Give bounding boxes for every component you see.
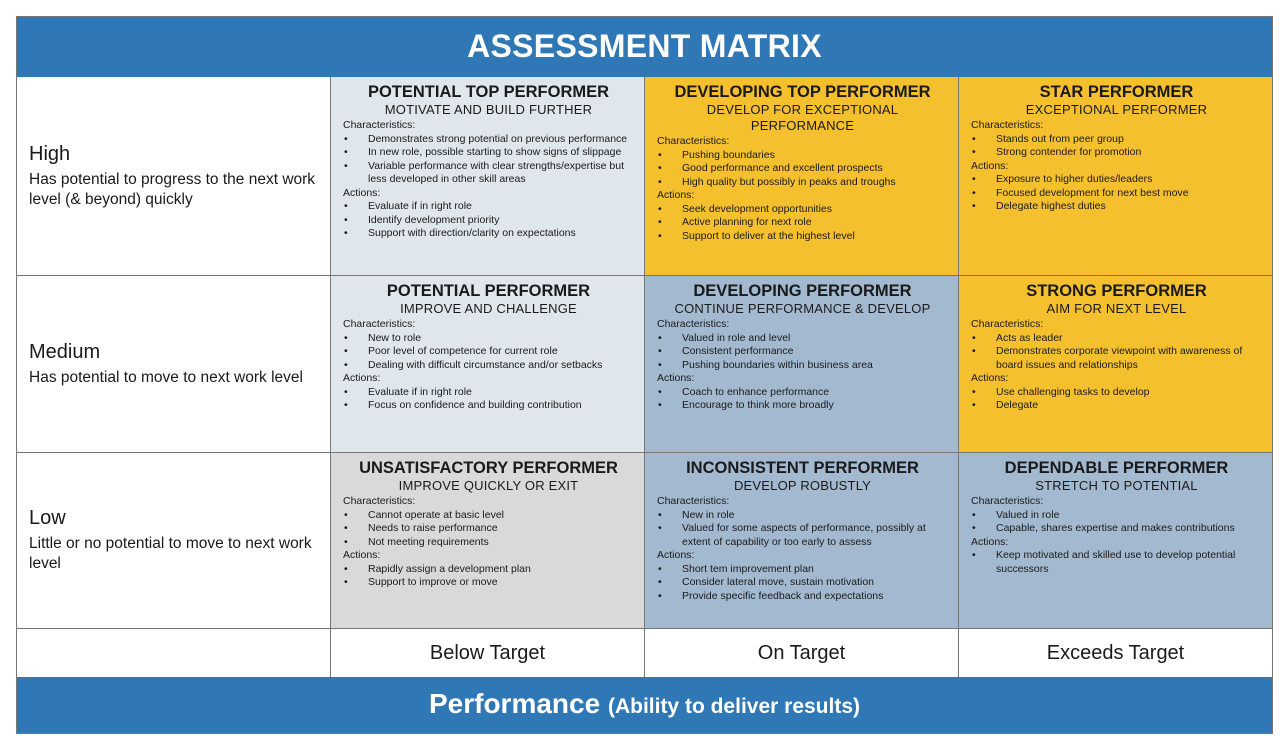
actions-label: Actions: bbox=[971, 159, 1009, 172]
characteristics-label: Characteristics: bbox=[971, 119, 1044, 131]
characteristics-label: Characteristics: bbox=[343, 318, 416, 330]
performance-axis-label bbox=[17, 677, 1272, 733]
action-item: • Evaluate if in right role bbox=[343, 200, 634, 214]
cell-content bbox=[959, 276, 1272, 417]
row-level: High bbox=[29, 142, 71, 165]
action-item: • Evaluate if in right role bbox=[343, 386, 634, 400]
characteristics-label: Characteristics: bbox=[657, 495, 730, 507]
actions-label: Actions: bbox=[343, 372, 381, 384]
row-header-medium bbox=[17, 276, 331, 453]
column-label-exceeds-target: Exceeds Target bbox=[959, 629, 1272, 678]
actions-list bbox=[971, 173, 1262, 214]
cell-subtitle: CONTINUE PERFORMANCE & DEVELOP bbox=[674, 301, 931, 316]
axis-title: Performance bbox=[428, 688, 601, 719]
action-item: • Support to improve or move bbox=[343, 576, 634, 590]
cell-subtitle: MOTIVATE AND BUILD FURTHER bbox=[384, 102, 593, 117]
characteristic-item: • Pushing boundaries bbox=[657, 149, 948, 163]
cell-potential-top-performer bbox=[331, 77, 645, 276]
cell-content bbox=[331, 453, 644, 594]
actions-list bbox=[971, 549, 1262, 576]
characteristics-list bbox=[343, 509, 634, 550]
characteristics-label: Characteristics: bbox=[657, 135, 730, 147]
actions-list bbox=[657, 386, 948, 413]
actions-label: Actions: bbox=[343, 186, 381, 199]
characteristics-list bbox=[657, 149, 948, 190]
actions-list bbox=[343, 563, 634, 590]
cell-content bbox=[959, 77, 1272, 218]
characteristics-list bbox=[971, 332, 1262, 373]
row-level: Medium bbox=[29, 340, 101, 363]
cell-content bbox=[645, 77, 958, 247]
action-item: • Short tem improvement plan bbox=[657, 563, 948, 577]
cell-dependable-performer bbox=[959, 453, 1272, 629]
characteristics-list bbox=[657, 509, 948, 550]
characteristics-list bbox=[343, 332, 634, 373]
cell-content bbox=[645, 453, 958, 607]
action-item: • Provide specific feedback and expectations bbox=[657, 590, 948, 604]
characteristic-item: • Good performance and excellent prospects bbox=[657, 162, 948, 176]
axis-subtitle: (Ability to deliver results) bbox=[607, 695, 861, 718]
characteristic-item: • Cannot operate at basic level bbox=[343, 509, 634, 523]
characteristics-label: Characteristics: bbox=[343, 495, 416, 507]
characteristic-item: • Valued in role and level bbox=[657, 332, 948, 346]
action-item: • Rapidly assign a development plan bbox=[343, 563, 634, 577]
cell-title: POTENTIAL TOP PERFORMER bbox=[367, 83, 610, 101]
cell-title: DEVELOPING TOP PERFORMER bbox=[674, 83, 931, 101]
cell-title: UNSATISFACTORY PERFORMER bbox=[359, 459, 618, 477]
characteristics-label: Characteristics: bbox=[971, 495, 1044, 507]
cell-subtitle: DEVELOP FOR EXCEPTIONAL PERFORMANCE bbox=[706, 102, 899, 133]
characteristics-list bbox=[971, 509, 1262, 536]
actions-list bbox=[657, 203, 948, 244]
actions-list bbox=[657, 563, 948, 604]
action-item: • Consider lateral move, sustain motivation bbox=[657, 576, 948, 590]
characteristics-label: Characteristics: bbox=[343, 119, 416, 131]
action-item: • Identify development priority bbox=[343, 214, 634, 228]
matrix-title: ASSESSMENT MATRIX bbox=[17, 17, 1272, 77]
actions-list bbox=[343, 386, 634, 413]
action-item: • Support with direction/clarity on expectations bbox=[343, 227, 634, 241]
characteristics-list bbox=[343, 133, 634, 187]
characteristic-item: • High quality but possibly in peaks and troughs bbox=[657, 176, 948, 190]
characteristic-item: • Demonstrates corporate viewpoint with awareness of board issues and relationships bbox=[971, 345, 1262, 372]
characteristic-item: • Stands out from peer group bbox=[971, 133, 1262, 147]
actions-label: Actions: bbox=[971, 535, 1009, 548]
characteristic-item: • Valued for some aspects of performance, possibly at extent of capability or too early to assess bbox=[657, 522, 948, 549]
characteristics-list bbox=[657, 332, 948, 373]
action-item: • Focus on confidence and building contribution bbox=[343, 399, 634, 413]
characteristic-item: • Poor level of competence for current role bbox=[343, 345, 634, 359]
characteristic-item: • Strong contender for promotion bbox=[971, 146, 1262, 160]
action-item: • Focused development for next best move bbox=[971, 187, 1262, 201]
matrix-grid bbox=[17, 77, 1272, 678]
action-item: • Support to deliver at the highest level bbox=[657, 230, 948, 244]
cell-star-performer bbox=[959, 77, 1272, 276]
action-item: • Encourage to think more broadly bbox=[657, 399, 948, 413]
action-item: • Exposure to higher duties/leaders bbox=[971, 173, 1262, 187]
cell-subtitle: EXCEPTIONAL PERFORMER bbox=[1025, 102, 1208, 117]
actions-list bbox=[343, 200, 634, 241]
cell-subtitle: IMPROVE AND CHALLENGE bbox=[400, 301, 577, 316]
characteristic-item: • Acts as leader bbox=[971, 332, 1262, 346]
characteristic-item: • Pushing boundaries within business area bbox=[657, 359, 948, 373]
action-item: • Delegate bbox=[971, 399, 1262, 413]
actions-label: Actions: bbox=[657, 372, 695, 384]
characteristic-item: • Not meeting requirements bbox=[343, 536, 634, 550]
column-label-below-target: Below Target bbox=[331, 629, 645, 678]
row-description: Has potential to progress to the next work level (& beyond) quickly bbox=[29, 170, 316, 208]
characteristic-item: • In new role, possible starting to show signs of slippage bbox=[343, 146, 634, 160]
actions-label: Actions: bbox=[971, 372, 1009, 384]
cell-title: STRONG PERFORMER bbox=[1026, 282, 1207, 300]
actions-list bbox=[971, 386, 1262, 413]
action-item: • Coach to enhance performance bbox=[657, 386, 948, 400]
cell-title: DEVELOPING PERFORMER bbox=[693, 282, 912, 300]
characteristics-label: Characteristics: bbox=[971, 318, 1044, 330]
cell-subtitle: IMPROVE QUICKLY OR EXIT bbox=[398, 478, 579, 493]
characteristic-item: • Valued in role bbox=[971, 509, 1262, 523]
cell-unsatisfactory-performer bbox=[331, 453, 645, 629]
cell-title: INCONSISTENT PERFORMER bbox=[686, 459, 919, 477]
actions-label: Actions: bbox=[657, 549, 695, 561]
characteristic-item: • Consistent performance bbox=[657, 345, 948, 359]
characteristic-item: • Needs to raise performance bbox=[343, 522, 634, 536]
actions-label: Actions: bbox=[657, 189, 695, 201]
characteristic-item: • New to role bbox=[343, 332, 634, 346]
cell-subtitle: DEVELOP ROBUSTLY bbox=[733, 478, 872, 493]
row-header-low bbox=[17, 453, 331, 629]
row-header-high bbox=[17, 77, 331, 276]
row-description: Has potential to move to next work level bbox=[29, 368, 303, 386]
cell-content bbox=[959, 453, 1272, 580]
cell-title: POTENTIAL PERFORMER bbox=[386, 282, 591, 300]
row-level: Low bbox=[29, 507, 66, 529]
characteristics-label: Characteristics: bbox=[657, 318, 730, 330]
action-item: • Keep motivated and skilled use to develop potential successors bbox=[971, 549, 1262, 576]
characteristic-item: • New in role bbox=[657, 509, 948, 523]
column-label-on-target: On Target bbox=[645, 629, 959, 678]
cell-content bbox=[645, 276, 958, 417]
characteristic-item: • Dealing with difficult circumstance and/or setbacks bbox=[343, 359, 634, 373]
action-item: • Use challenging tasks to develop bbox=[971, 386, 1262, 400]
characteristic-item: • Variable performance with clear strengths/expertise but less developed in other skill areas bbox=[343, 160, 634, 187]
characteristic-item: • Capable, shares expertise and makes contributions bbox=[971, 522, 1262, 536]
actions-label: Actions: bbox=[343, 549, 381, 561]
cell-inconsistent-performer bbox=[645, 453, 959, 629]
characteristics-list bbox=[971, 133, 1262, 160]
action-item: • Seek development opportunities bbox=[657, 203, 948, 217]
action-item: • Delegate highest duties bbox=[971, 200, 1262, 214]
cell-developing-performer bbox=[645, 276, 959, 453]
cell-title: DEPENDABLE PERFORMER bbox=[1004, 459, 1229, 477]
cell-title: STAR PERFORMER bbox=[1039, 83, 1194, 101]
assessment-matrix bbox=[16, 16, 1273, 734]
cell-subtitle: STRETCH TO POTENTIAL bbox=[1035, 478, 1198, 493]
corner-empty bbox=[17, 629, 331, 678]
cell-potential-performer bbox=[331, 276, 645, 453]
cell-subtitle: AIM FOR NEXT LEVEL bbox=[1046, 301, 1187, 316]
characteristic-item: • Demonstrates strong potential on previous performance bbox=[343, 133, 634, 147]
row-description: Little or no potential to move to next work level bbox=[29, 535, 312, 572]
cell-strong-performer bbox=[959, 276, 1272, 453]
cell-content bbox=[331, 276, 644, 417]
cell-developing-top-performer bbox=[645, 77, 959, 276]
cell-content bbox=[331, 77, 644, 245]
action-item: • Active planning for next role bbox=[657, 216, 948, 230]
